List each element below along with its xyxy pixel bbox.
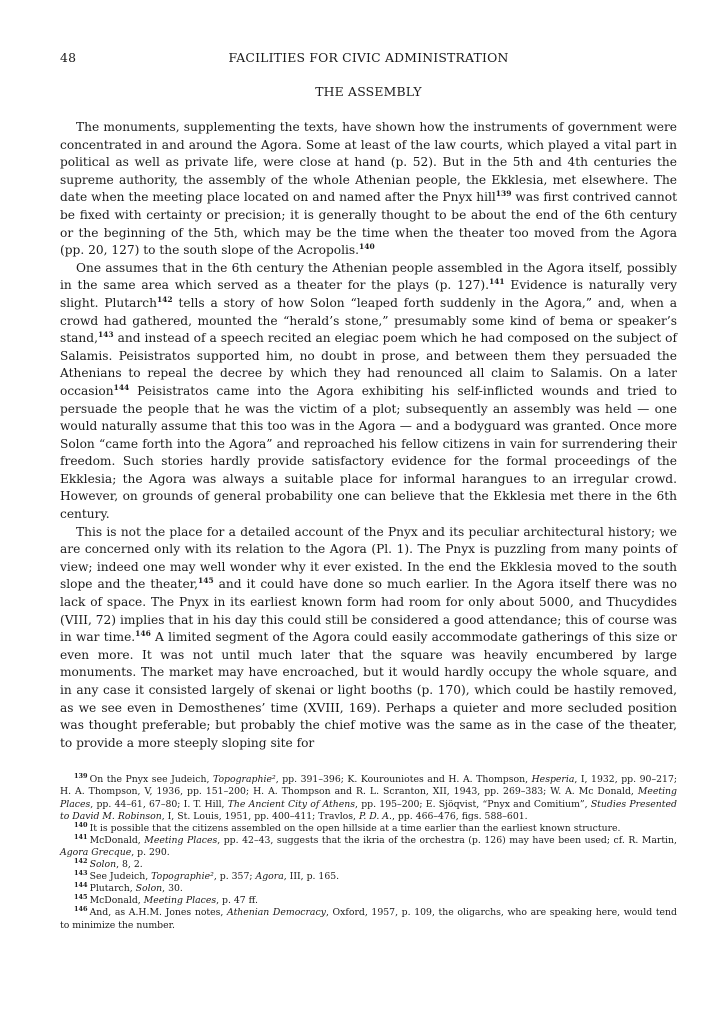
- text-run: Evidence is naturally very slight. Plutarch: [60, 278, 677, 310]
- footnote-reference: 141: [488, 277, 505, 287]
- footnote-reference: 139: [495, 189, 512, 199]
- footnotes: [60, 774, 677, 931]
- footnote: [60, 774, 677, 822]
- text-run: , I, 1932, pp. 90–217; H. A. Thompson, V, 1936, pp. 151–200; H. A. Thompson and R. L. Scranton, XII, 1943, pp. 269–383; W. A. Mc Donald,: [60, 774, 677, 798]
- text-run: , III, p. 165.: [283, 871, 340, 883]
- footnote-reference: 146: [135, 629, 151, 639]
- text-run: Plutarch,: [89, 883, 136, 895]
- footnote-number: 140: [74, 820, 88, 829]
- italic-text: Topographie²: [212, 774, 276, 786]
- footnote: [60, 883, 677, 895]
- footnote-reference: 144: [113, 382, 130, 392]
- page-number: 48: [60, 50, 77, 65]
- footnote: [60, 907, 677, 931]
- text-run: , p. 290.: [131, 846, 170, 858]
- footnote: [60, 871, 677, 883]
- text-run: See Judeich,: [89, 871, 152, 883]
- text-run: , Oxford, 1957, p. 109, the oligarchs, who are speaking here, would tend to minimize the number.: [60, 907, 677, 931]
- page: [60, 50, 677, 932]
- italic-text: Agora: [255, 871, 284, 883]
- italic-text: Meeting Places: [144, 834, 218, 846]
- footnote-number: 142: [74, 856, 88, 865]
- text-run: On the Pnyx see Judeich,: [89, 774, 213, 786]
- text-run: It is possible that the citizens assembled on the open hillside at a time earlier than the earliest known structure.: [89, 822, 621, 834]
- text-run: , p. 357;: [213, 871, 256, 883]
- italic-text: Solon: [135, 883, 163, 895]
- text-run: A limited segment of the Agora could easily accommodate gatherings of this size or even more. It was not until much later that the square was heavily encumbered by large monuments. The market may have encroached, but it would hardly occupy the whole square, and in any case it consisted largely of skenai or light booths (p. 170), which could be hastily removed, as we see even in Demosthenes’ time (XVIII, 169). Perhaps a quieter and more secluded position was thought preferable; but probably the chief motive was the same as in the case of the theater, to provide a more steeply sloping site for: [60, 630, 677, 750]
- text-run: , pp. 391–396; K. Kourouniotes and H. A. Thompson,: [275, 774, 532, 786]
- text-run: The monuments, supplementing the texts, have shown how the instruments of government were concentrated in and around the Agora. Some at least of the law courts, which played a vital part in political as well as private life, were close at hand (p. 52). But in the 5th and 4th centuries the supreme authority, the assembly of the whole Athenian people, the Ekklesia, met elsewhere. The date when the meeting place located on and named after the Pnyx hill: [60, 120, 677, 205]
- footnote: [60, 856, 677, 871]
- footnote: [60, 820, 677, 835]
- text-run: , 30.: [162, 883, 183, 895]
- italic-text: Solon: [89, 859, 117, 871]
- text-run: McDonald,: [89, 834, 145, 846]
- footnote-number: 144: [74, 881, 88, 890]
- body-paragraph: [60, 119, 677, 260]
- italic-text: Agora Grecque: [60, 846, 132, 858]
- italic-text: The Ancient City of Athens: [227, 798, 356, 810]
- footnote: [60, 832, 677, 859]
- italic-text: Meeting Places: [143, 895, 217, 907]
- text-run: and instead of a speech recited an elegiac poem which he had composed on the subject of Salamis. Peisistratos supported him, no doubt in prose, and between them they persuaded the Athenians to repeal the decree by which they had renounced all claim to Salamis. On a later occasion: [60, 331, 677, 398]
- italic-text: P. D. A.: [358, 810, 392, 822]
- footnote-number: 141: [74, 832, 88, 841]
- italic-text: Studies Presented to David M. Robinson: [60, 798, 677, 822]
- footnote-number: 143: [74, 869, 88, 878]
- text-run: Peisistratos came into the Agora exhibiting his self-inflicted wounds and tried to persuade the people that he was the victim of a plot; subsequently an assembly was held — one would naturally assume that this too was in the Agora — and a bodyguard was granted. Once more Solon “came forth into the Agora” and reproached his fellow citizens in vain for surrendering their freedom. Such stories hardly provide satisfactory evidence for the formal proceedings of the Ekklesia; the Agora was always a suitable place for informal harangues to an irregular crowd. However, on grounds of general probability one can believe that the Ekklesia met there in the 6th century.: [60, 383, 677, 522]
- body-paragraph: [60, 524, 677, 753]
- text-run: , 8, 2.: [116, 859, 143, 871]
- text-run: , pp. 44–61, 67–80; I. T. Hill,: [90, 798, 228, 810]
- italic-text: Hesperia: [531, 774, 575, 786]
- italic-text: Meeting Places: [60, 786, 677, 810]
- italic-text: Topographie²: [151, 871, 214, 883]
- text-run: One assumes that in the 6th century the Athenian people assembled in the Agora itself, possibly in the same area which served as a theater for the plays (p. 127).: [60, 260, 677, 293]
- footnote-reference: 143: [97, 330, 114, 340]
- footnote-number: 139: [74, 772, 88, 781]
- footnote-number: 145: [74, 893, 88, 902]
- text-run: This is not the place for a detailed account of the Pnyx and its peculiar architectural history; we are concerned only with its relation to the Agora (Pl. 1). The Pnyx is puzzling from many points of view; indeed one may well wonder why it ever existed. In the end the Ekklesia moved to the south slope and the theater,: [60, 524, 677, 592]
- text-run: , pp. 466–476, figs. 588–601.: [391, 810, 528, 822]
- body-paragraph: [60, 260, 677, 524]
- text-run: , I, St. Louis, 1951, pp. 400–411; Travlos,: [161, 810, 359, 822]
- footnote-reference: 145: [198, 576, 214, 586]
- text-run: was first contrived cannot be fixed with certainty or precision; it is generally thought to be about the end of the 6th century or the beginning of the 5th, which may be the time when the theater too moved from the Agora (pp. 20, 127) to the south slope of the Acropolis.: [60, 190, 677, 258]
- body-text: [60, 119, 677, 752]
- footnote-number: 146: [74, 905, 88, 914]
- text-run: tells a story of how Solon “leaped forth suddenly in the Agora,” and, when a crowd had gathered, mounted the “herald’s stone,” presumably some kind of bema or speaker’s stand,: [60, 295, 677, 346]
- text-run: , pp. 42–43, suggests that the ikria of the orchestra (p. 126) may have been used; cf. R. Martin,: [217, 834, 677, 846]
- running-title: FACILITIES FOR CIVIC ADMINISTRATION: [228, 50, 509, 65]
- section-title: THE ASSEMBLY: [315, 84, 422, 99]
- running-head: [60, 50, 677, 70]
- footnote-reference: 142: [156, 294, 173, 304]
- footnote-reference: 140: [359, 242, 375, 252]
- footnote: [60, 895, 677, 907]
- text-run: McDonald,: [89, 895, 144, 907]
- italic-text: Athenian Democracy: [227, 907, 326, 919]
- text-run: And, as A.H.M. Jones notes,: [89, 907, 228, 919]
- text-run: and it could have done so much earlier. In the Agora itself there was no lack of space. The Pnyx in its earliest known form had room for only about 5000, and Thucydides (VIII, 72) implies that in his day this could still be considered a good attendance; this of course was in war time.: [60, 577, 677, 645]
- text-run: , p. 47 ff.: [216, 895, 258, 907]
- text-run: , pp. 195–200; E. Sjöqvist, “Pnyx and Comitium”,: [355, 798, 591, 810]
